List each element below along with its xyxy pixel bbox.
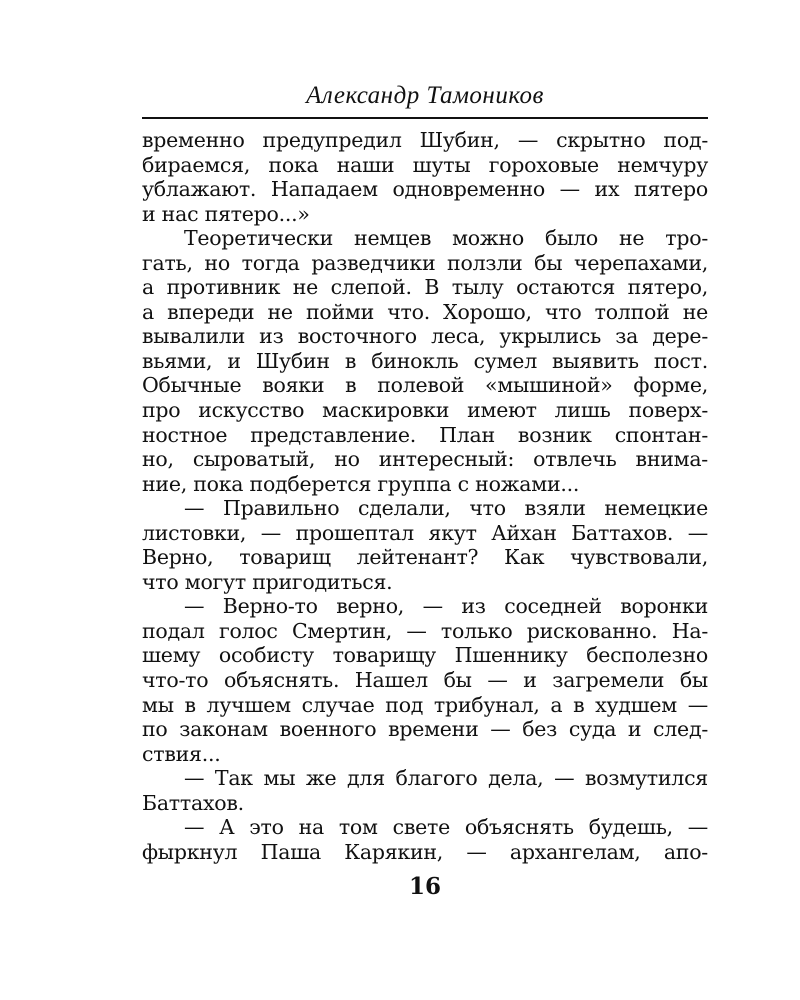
text-line: временно предупредил Шубин, — скрытно под- [142, 128, 708, 152]
header-rule [142, 117, 708, 119]
text-line: а впереди не пойми что. Хорошо, что толпой не [142, 299, 708, 324]
text-line: по законам военного времени — без суда и след- [142, 717, 708, 742]
text-line: ствия... [142, 741, 221, 766]
text-line: Обычные вояки в полевой «мышиной» форме, [142, 373, 708, 398]
text-line: вывалили из восточного леса, укрылись за дере- [142, 324, 708, 349]
text-line: что-то объяснять. Нашел бы — и загремели бы [142, 668, 708, 693]
text-line: Баттахов. [142, 790, 244, 815]
text-line: но, сыроватый, но интересный: отвлечь внима- [142, 447, 708, 472]
text-line: ублажают. Нападаем одновременно — их пятеро [142, 177, 708, 202]
text-line: — А это на том свете объяснять будешь, — [184, 815, 708, 840]
text-line: ностное представление. План возник спонтан- [142, 422, 708, 447]
text-line: листовки, — прошептал якут Айхан Баттахов. — [142, 520, 708, 545]
page-number: 16 [408, 873, 441, 900]
text-line: мы в лучшем случае под трибунал, а в худшем — [142, 692, 708, 717]
text-line: бираемся, пока наши шуты гороховые немчуру [142, 152, 708, 177]
text-line: и нас пятеро...» [142, 201, 310, 226]
text-line: ние, пока подберется группа с ножами... [142, 471, 580, 496]
text-line: Верно, товарищ лейтенант? Как чувствовали, [142, 545, 708, 570]
text-line: про искусство маскировки имеют лишь поверх- [142, 398, 708, 423]
body-text [142, 128, 708, 864]
text-line: что могут пригодиться. [142, 569, 393, 594]
text-line: фыркнул Паша Карякин, — архангелам, апо- [142, 839, 708, 864]
text-line: — Верно-то верно, — из соседней воронки [184, 594, 708, 619]
text-line: гать, но тогда разведчики ползли бы черепахами, [142, 250, 708, 275]
text-line: шему особисту товарищу Пшеннику бесполезно [142, 643, 708, 668]
text-line: — Так мы же для благого дела, — возмутился [184, 766, 708, 791]
running-header-author: Александр Тамоников [306, 82, 544, 109]
text-line: — Правильно сделали, что взяли немецкие [184, 496, 708, 521]
text-line: Теоретически немцев можно было не тро- [184, 226, 708, 251]
text-line: а противник не слепой. В тылу остаются пятеро, [142, 275, 708, 300]
text-line: вьями, и Шубин в бинокль сумел выявить пост. [142, 348, 708, 373]
text-line: подал голос Смертин, — только рискованно. На- [142, 618, 708, 643]
